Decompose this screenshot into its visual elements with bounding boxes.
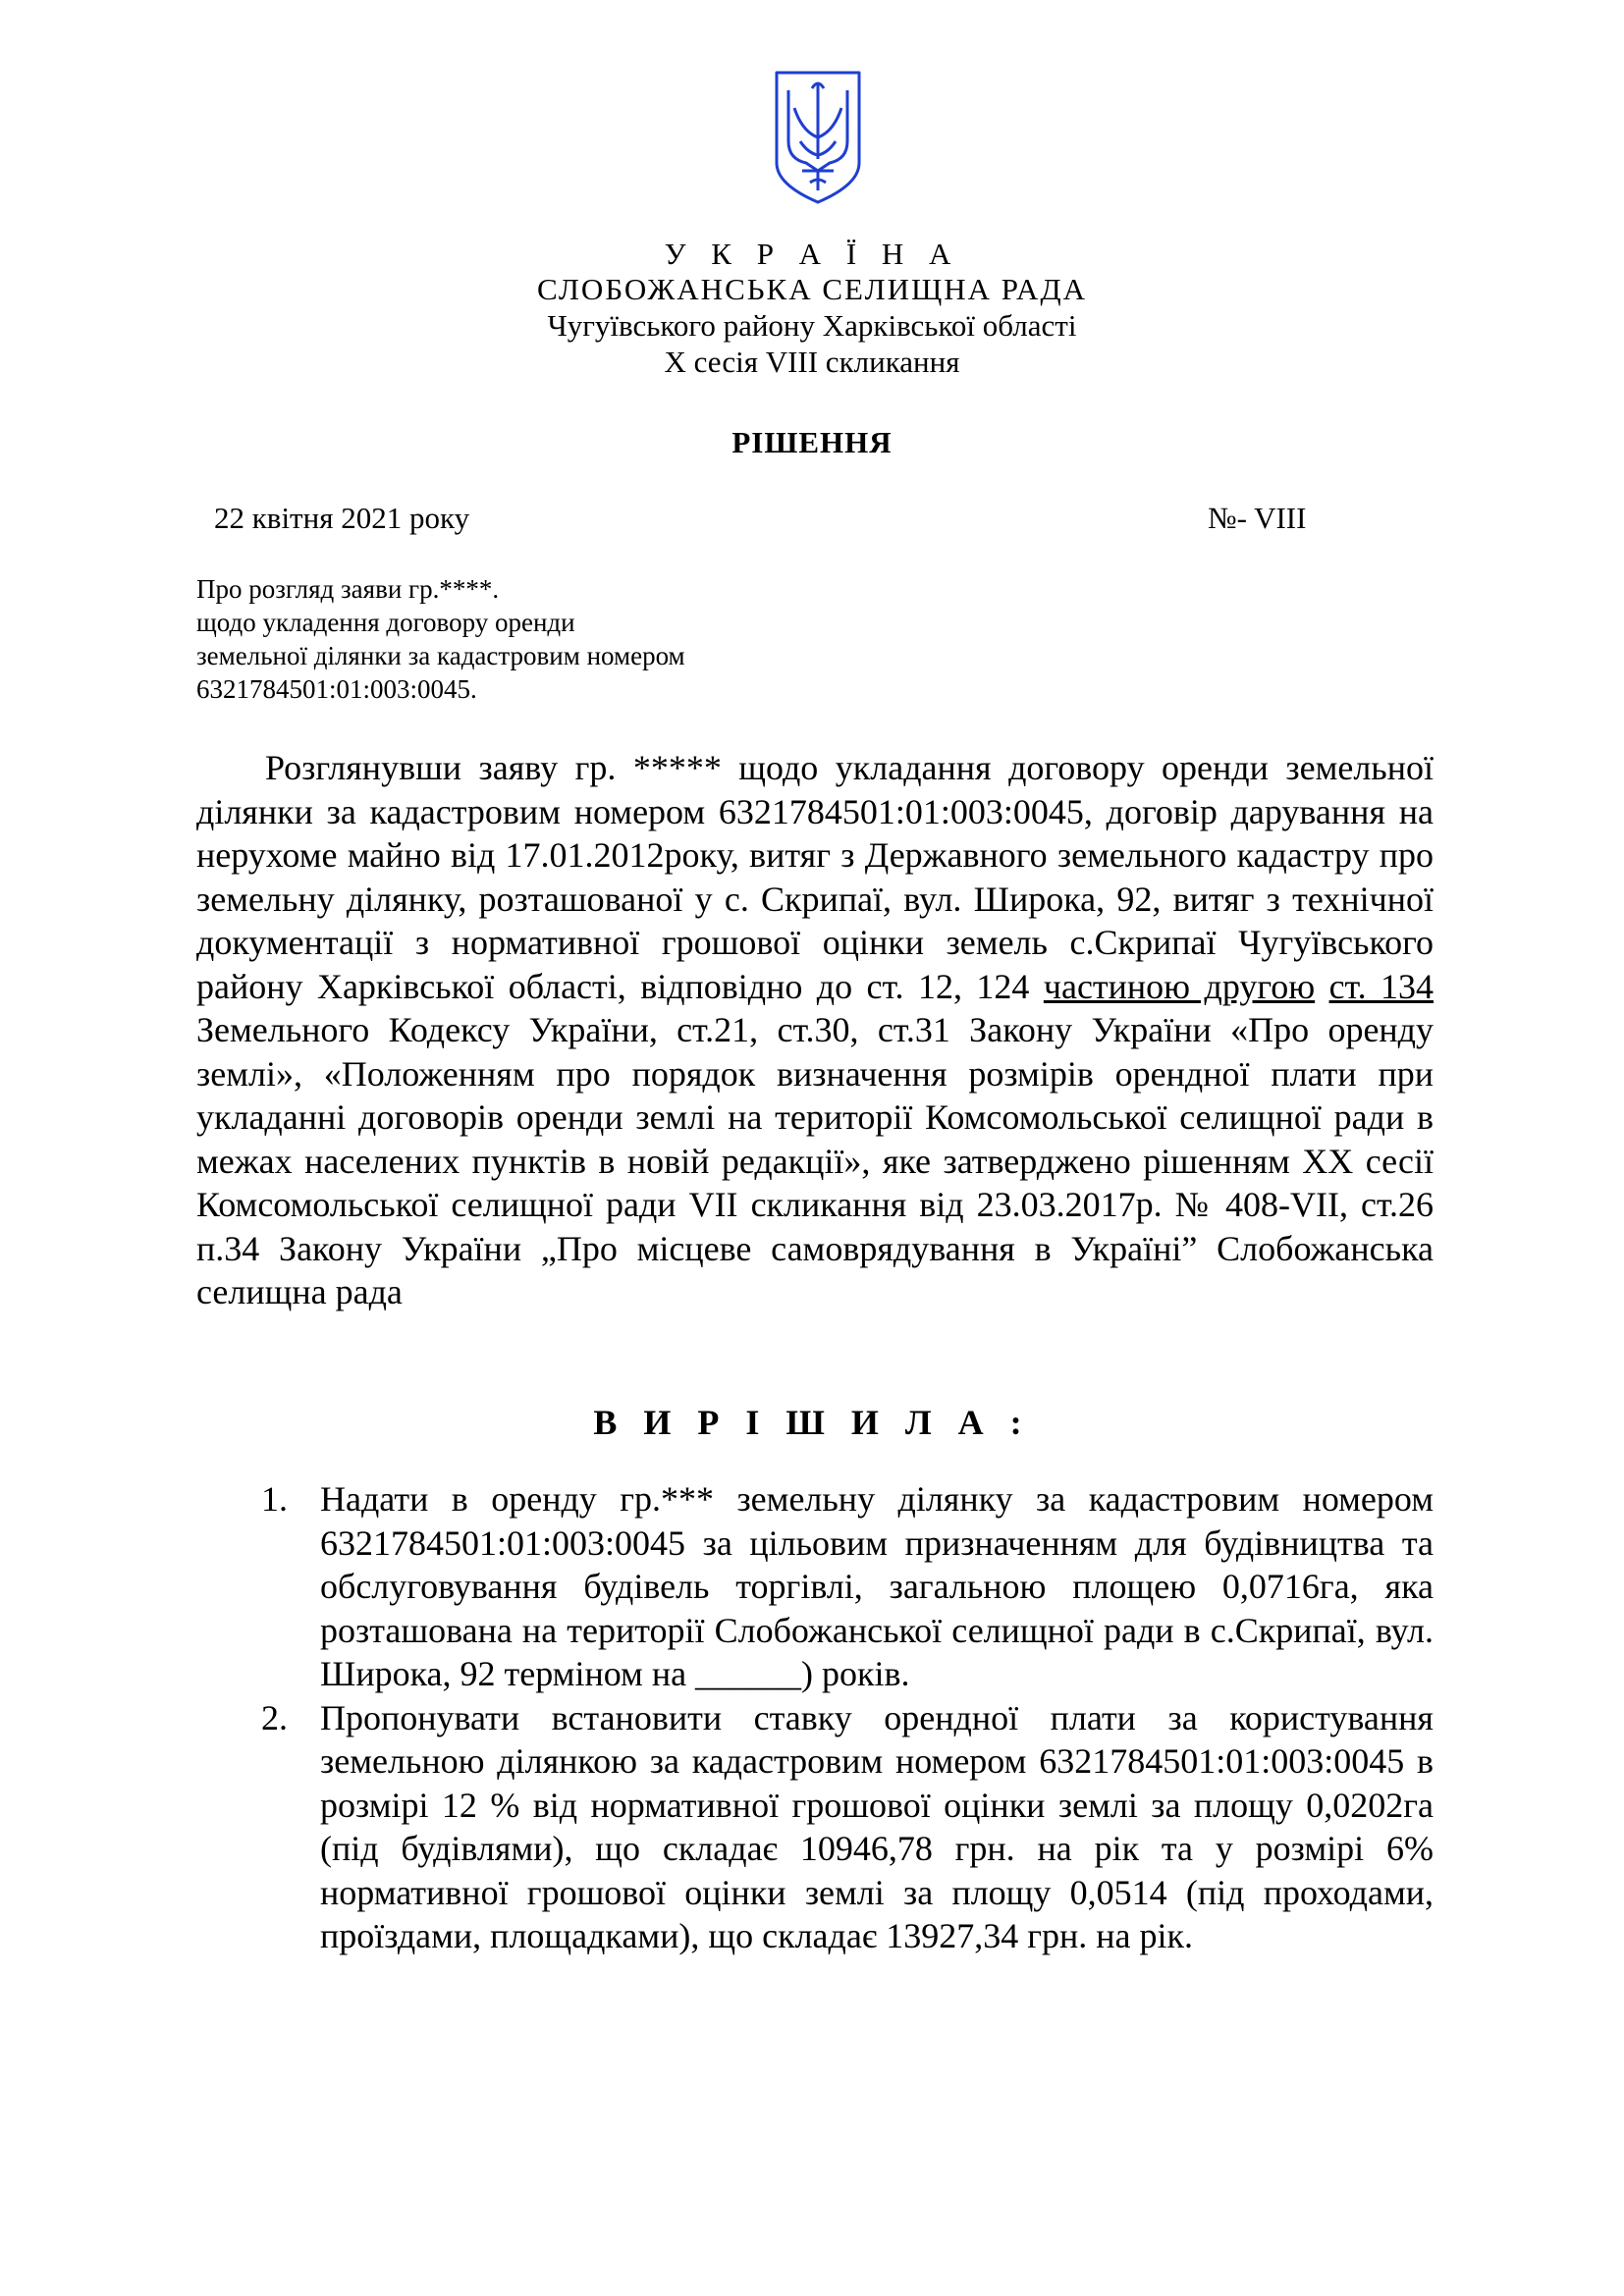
item-number: 1. bbox=[261, 1479, 288, 1519]
subject-line: земельної ділянки за кадастровим номером bbox=[196, 641, 685, 670]
item-text: Пропонувати встановити ставку орендної плати за користування земельною ділянкою за кадастровим номером 6321784501:01:003:0045 в розмірі 12 % від нормативної грошової оцінки землі за площу 0,0202га (під будівлями), що складає 10946,78 грн. на рік та у розмірі 6% нормативної грошової оцінки землі за площу 0,0514 (під проходами, проїздами, площадками), що складає 13927,34 грн. на рік. bbox=[320, 1697, 1434, 1955]
trident-emblem-icon bbox=[773, 69, 863, 206]
header-country: У К Р А Ї Н А bbox=[664, 237, 960, 271]
subject-line: щодо укладення договору оренди bbox=[196, 608, 575, 637]
item-text: Надати в оренду гр.*** земельну ділянку за кадастровим номером 6321784501:01:003:0045 за цільовим призначенням для будівництва та обслуговування будівель торгівлі, загальною площею 0,0716га, яка розташована на території Слобожанської селищної ради в с.Скрипаї, вул. Широка, 92 терміном на ______) років. bbox=[320, 1479, 1434, 1693]
decision-items bbox=[261, 1477, 1434, 1958]
decision-number: №- VIII bbox=[1208, 501, 1307, 535]
preamble-underlined-text: частиною другою bbox=[1043, 966, 1316, 1006]
preamble-underlined-text: ст. 134 bbox=[1328, 966, 1434, 1006]
header-session: Х сесія VIII скликання bbox=[664, 345, 960, 379]
subject-line: 6321784501:01:003:0045. bbox=[196, 674, 477, 704]
decision-item bbox=[261, 1477, 1434, 1696]
preamble-paragraph bbox=[196, 746, 1434, 1314]
decision-date: 22 квітня 2021 року bbox=[214, 501, 470, 535]
header-council: СЛОБОЖАНСЬКА СЕЛИЩНА РАДА bbox=[537, 272, 1087, 306]
decision-item bbox=[261, 1696, 1434, 1958]
header-district: Чугуївського району Харківської області bbox=[547, 308, 1077, 343]
preamble-text: Земельного Кодексу України, ст.21, ст.30, ст.31 Закону України «Про оренду землі», «Положенням про порядок визначення розмірів орендної плати при укладанні договорів оренди землі на території Комсомольської селищної ради в межах населених пунктів в новій редакції», яке затверджено рішенням ХХ сесії Комсомольської селищної ради VII скликання від 23.03.2017р. № 408-VII, ст.26 п.34 Закону України „Про місцеве самоврядування в Україні” Слобожанська селищна рада bbox=[196, 1010, 1434, 1311]
subject-line: Про розгляд заяви гр.****. bbox=[196, 574, 500, 604]
item-number: 2. bbox=[261, 1697, 288, 1737]
decided-heading: В И Р І Ш И Л А : bbox=[593, 1403, 1031, 1442]
preamble-space bbox=[1315, 967, 1328, 1006]
document-title: РІШЕННЯ bbox=[731, 425, 893, 459]
decision-subject bbox=[196, 572, 884, 706]
preamble-text: Розглянувши заяву гр. ***** щодо укладання договору оренди земельної ділянки за кадастровим номером 6321784501:01:003:0045, договір дарування на нерухоме майно від 17.01.2012року, витяг з Державного земельного кадастру про земельну ділянку, розташованої у с. Скрипаї, вул. Широка, 92, витяг з технічної документації з нормативної грошової оцінки земель с.Скрипаї Чугуївського району Харківської області, відповідно до ст. 12, 124 bbox=[196, 748, 1434, 1006]
